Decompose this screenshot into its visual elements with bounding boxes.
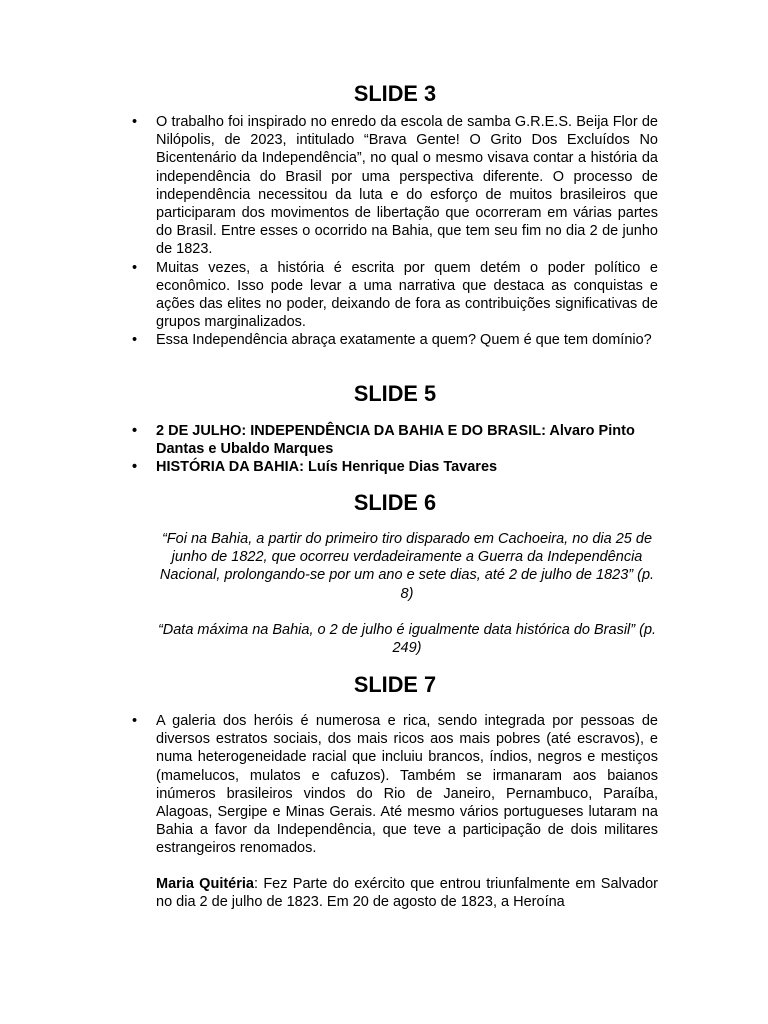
list-item: • 2 DE JULHO: INDEPENDÊNCIA DA BAHIA E DO BRASIL: Alvaro Pinto Dantas e Ubaldo Marques xyxy=(156,422,658,458)
slide-7-heading: SLIDE 7 xyxy=(353,672,437,697)
list-item: • Muitas vezes, a história é escrita por quem detém o poder político e econômico. Isso pode levar a uma narrativa que destaca as conquistas e ações das elites no poder, deixando de fora as contribuições significativas de grupos marginalizados. xyxy=(156,259,658,332)
list-item: • Essa Independência abraça exatamente a quem? Quem é que tem domínio? xyxy=(156,331,658,349)
slide-3-heading: SLIDE 3 xyxy=(353,81,437,106)
quote-block: “Data máxima na Bahia, o 2 de julho é igualmente data histórica do Brasil” (p. 249) xyxy=(157,622,657,657)
quote-block: “Foi na Bahia, a partir do primeiro tiro disparado em Cachoeira, no dia 25 de junho de 1822, que ocorreu verdadeiramente a Guerra da Independência Nacional, prolongando-se por um ano e sete dias, até 2 de julho de 1823” (p. 8) xyxy=(159,531,655,602)
list-item: • HISTÓRIA DA BAHIA: Luís Henrique Dias Tavares xyxy=(156,458,658,476)
maria-quiteria-label: Maria Quitéria xyxy=(156,876,254,892)
maria-quiteria-text: : Fez Parte do exército que entrou triunfalmente em Salvador no dia 2 de julho de 1823. Em 20 de agosto de 1823, a Heroína xyxy=(156,876,658,911)
slide-5-heading: SLIDE 5 xyxy=(353,381,437,406)
slide-3-bullet-list xyxy=(156,113,658,350)
maria-quiteria-paragraph xyxy=(156,875,658,911)
slide-5-bullet-list xyxy=(156,422,658,477)
list-item: • O trabalho foi inspirado no enredo da escola de samba G.R.E.S. Beija Flor de Nilópolis, de 2023, intitulado “Brava Gente! O Grito Dos Excluídos No Bicentenário da Independência”, no qual o mesmo visava contar a história da independência do Brasil por uma perspectiva diferente. O processo de independência necessitou da luta e do esforço de muitos brasileiros que participaram dos movimentos de libertação que ocorreram em várias partes do Brasil. Entre esses o ocorrido na Bahia, que tem seu fim no dia 2 de junho de 1823. xyxy=(156,113,658,259)
list-item: • A galeria dos heróis é numerosa e rica, sendo integrada por pessoas de diversos estratos sociais, dos mais ricos aos mais pobres (até escravos), e numa heterogeneidade racial que incluiu brancos, índios, negros e mestiços (mamelucos, mulatos e cafuzos). Também se irmanaram aos baianos inúmeros brasileiros vindos do Rio de Janeiro, Pernambuco, Paraíba, Alagoas, Sergipe e Minas Gerais. Até mesmo vários portugueses lutaram na Bahia a favor da Independência, que teve a participação de dois militares estrangeiros renomados. xyxy=(156,712,658,858)
slide-6-heading: SLIDE 6 xyxy=(353,490,437,515)
slide-7-bullet-list xyxy=(156,712,658,858)
